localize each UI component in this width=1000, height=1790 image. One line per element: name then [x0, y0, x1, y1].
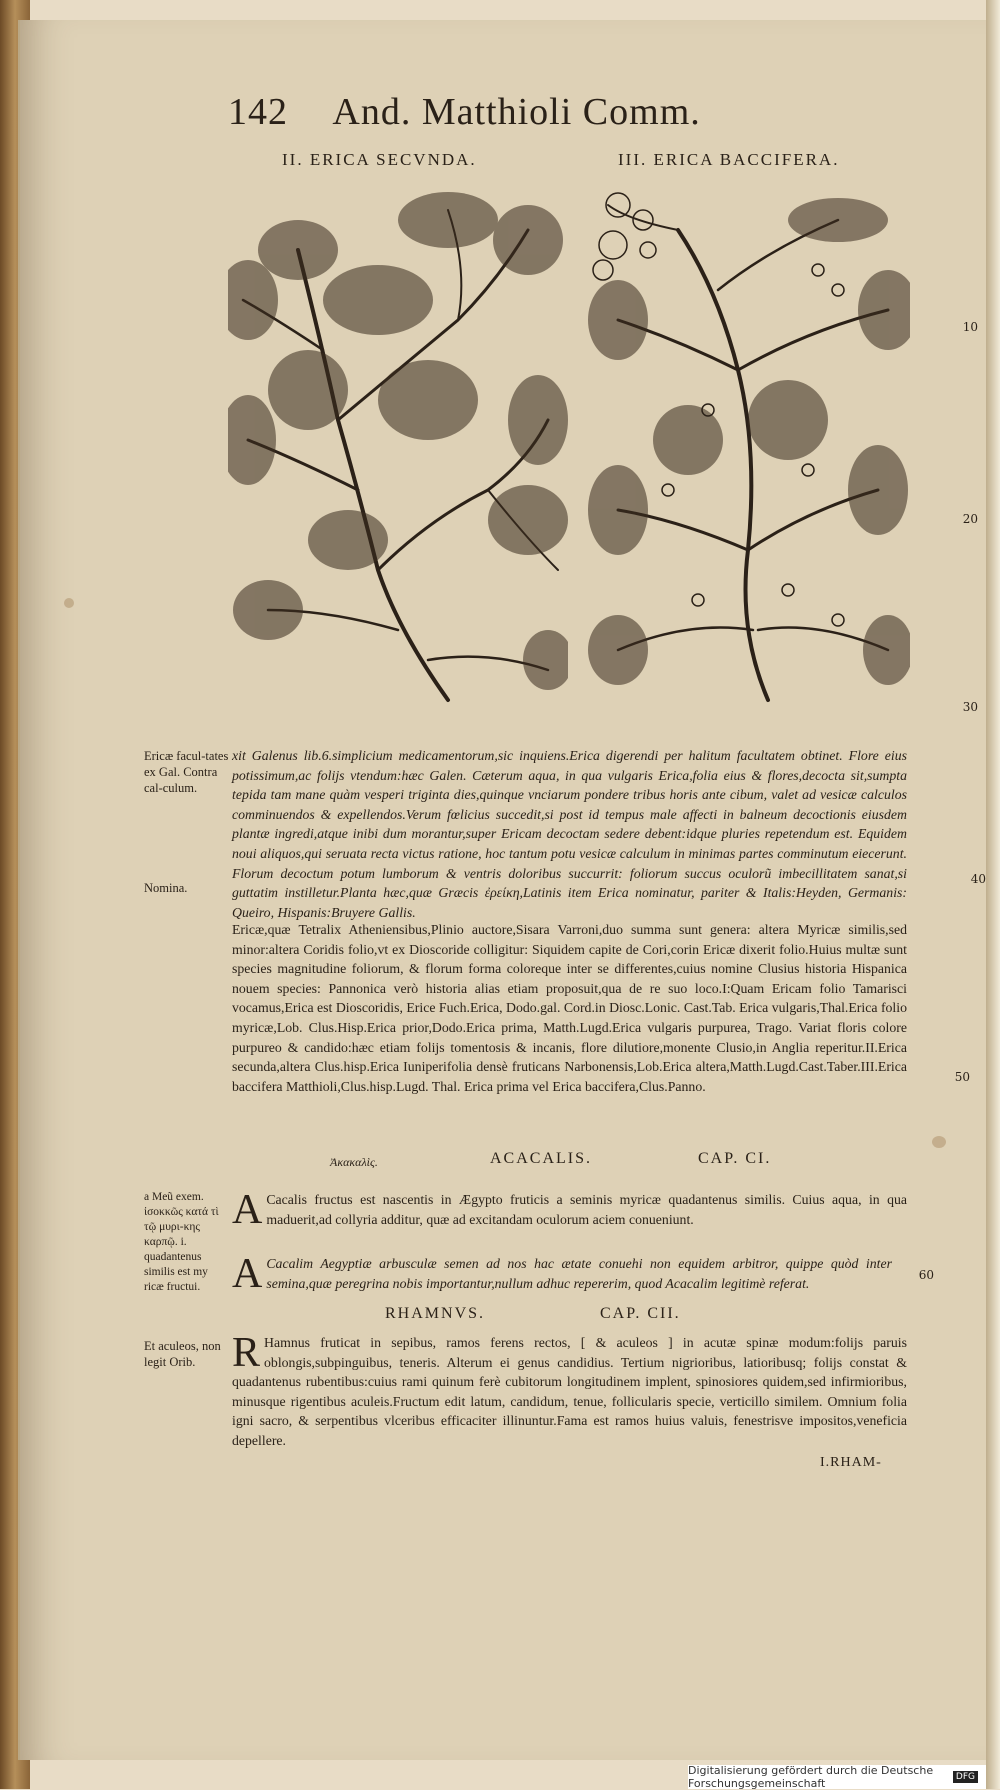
line-number-40: 40 — [970, 872, 986, 886]
line-number-10: 10 — [962, 320, 978, 334]
chapter-101-cap: CAP. CI. — [698, 1150, 772, 1167]
dropcap-r: R — [232, 1330, 261, 1376]
page-header — [228, 90, 701, 134]
commentary-roman: Ericæ,quæ Tetralix Atheniensibus,Plinio auctore,Sisara Varroni,duo summa sunt genera: altera Myricæ similis,sed minor:altera Coridis folio,vt ex Dioscoride colligitur: Siquidem capite de Cori,corin Ericæ dixerit folio.Huius multæ sunt species magnitudine foliorum, & florum forma coloreque inter se differentes,cuius nomine Clusius historia Hispanica nouem species: Pannonica verò historia alias etiam proposuit,qua de re suo loco.I:Quam Ericam folio Tamarisci vocamus,Erica est Dioscoridis, Erice Fuch.Erica, Dodo.gal. Cord.in Diosc.Lonic. Cast.Tab. Erica vulgaris,Thal.Erica folio myricæ,Lob. Clus.Hisp.Erica prior,Dodo.Erica prima, Matth.Lugd.Erica vulgaris purpurea, Trago. Variat floris colore purpureo & candido:hæc etiam folijs tomentosis & incanis, flore dilutiore,monente Clusio,in Anglia reperitur.II.Erica secunda,altera Clus.hisp.Erica Iuniperifolia densè fruticans Narbonensis,Lob.Erica altera,Matth.Lugd.Cast.Taber.III.Erica baccifera Matthioli,Clus.hisp.Lugd. Thal. Erica prima vel Erica baccifera,Clus.Panno. — [232, 922, 907, 1094]
chapter-101-greek: Ἀκακαλὶς. — [330, 1155, 378, 1169]
line-number-30: 30 — [962, 700, 978, 714]
erica-baccifera-illustration — [588, 190, 910, 710]
running-title: And. Matthioli Comm. — [332, 91, 701, 133]
dropcap-a: A — [232, 1187, 263, 1233]
page-edge — [986, 0, 1000, 1789]
line-number-60: 60 — [918, 1268, 934, 1282]
dropcap-a-2: A — [232, 1251, 263, 1297]
acacalis-text: A Cacalis fructus est nascentis in Ægypto fruticis a seminis myricæ quadantenus similis. Cuius aqua, in qua maduerit,ad collyria additur, quæ ad excitandam oculorum aciem conueniunt. — [232, 1187, 907, 1233]
chapter-101-title: ACACALIS. — [490, 1150, 593, 1167]
margin-note-aculeos: Et aculeos, non legit Orib. — [144, 1339, 221, 1369]
erica-secunda-illustration — [228, 190, 568, 710]
commentary-italic: xit Galenus lib.6.simplicium medicamentorum,sic inquiens.Erica digerendi per halitum facultatem obtinet. Flore eius potissimum,ac folijs vtendum:hæc Galen. Cæterum aqua, in qua vulgaris Erica,folia eius & flores,decocta sit,sumpta tepida tam mane quàm vesperi triginta dies,quinque vnciarum pondere tribus horis ante cibum, valet ad vesicæ calculos comminuendos & expellendos.Verum fœlicius succedit,si post id tempus male affecti in balneum decoctionis eiusdem plantæ ingredi,atque inibi dum morantur,super Ericam decoctam sedere debent:idque pluries repetendum est. Equidem noui aliquos,qui seruata recta victus ratione, hoc tantum potu vesicæ calculum in minimas partes comminutum eiecerunt. Florum decoctum potum lumborum & ventris doloribus succurrit: foliorum succus oculorũ imbecillitatem sanat,si guttatim instilletur.Planta hæc,quæ Græcis ἐρείκη,Latinis item Erica nominatur, pariter & Italis:Heyden, Germanis: Queiro, Hispanis:Bruyere Gallis. — [232, 748, 907, 920]
stain — [932, 1136, 946, 1148]
rhamnus-text: R Hamnus fruticat in sepibus, ramos ferens rectos, [ & aculeos ] in acutæ spinæ modum:folijs paruis oblongis,subpinguibus, teneris. Alterum ei genus candidius. Tertium nigrioribus, latioribusq; folijs constat & quadantenus rubentibus:cuius rami quinum ferè cubitorum longitudinem implent, spinosiores quidem,sed infirmioribus, minusque rigentibus aculeis.Fructum edit latum, candidum, tenue, follicularis specie, verticillo similem. Omnium folia igni sacro, & serpentibus vlceribus efficaciter illinuntur.Fama est ramos huius valuis, fenestrisve impositos,veneficia depellere. — [232, 1330, 907, 1448]
chapter-102-title: RHAMNVS. — [385, 1305, 486, 1322]
catchword: I.RHAM- — [820, 1455, 882, 1470]
line-number-20: 20 — [962, 512, 978, 526]
plate-title-right: III. ERICA BACCIFERA. — [618, 150, 840, 169]
stain — [64, 598, 74, 608]
margin-note-facultates: Ericæ facul-tates ex Gal. Contra cal-culum. — [144, 749, 229, 795]
line-number-50: 50 — [954, 1070, 970, 1084]
margin-note-meu: a Meũ exem. ἰσοκκῶς κατά τὶ τῷ μυρι-κης καρπῷ. i. quadantenus similis est my ricæ fructui. — [144, 1191, 219, 1293]
acacalis-commentary: A Cacalim Aegyptiæ arbusculæ semen ad nos hac ætate conuehi non equidem arbitror, quippe quòd inter semina,quæ peregrina nobis importantur,nullum adhuc repererim, quod Acacalim legitimè referat. — [232, 1251, 892, 1297]
margin-note-nomina: Nomina. — [144, 881, 188, 895]
dfg-logo-icon: DFG — [953, 1771, 978, 1783]
chapter-102-cap: CAP. CII. — [600, 1305, 681, 1322]
footer-credit: Digitalisierung gefördert durch die Deutsche Forschungsgemeinschaft DFG — [688, 1765, 986, 1789]
plate-title-left: II. ERICA SECVNDA. — [282, 150, 477, 169]
page-number: 142 — [228, 91, 288, 133]
